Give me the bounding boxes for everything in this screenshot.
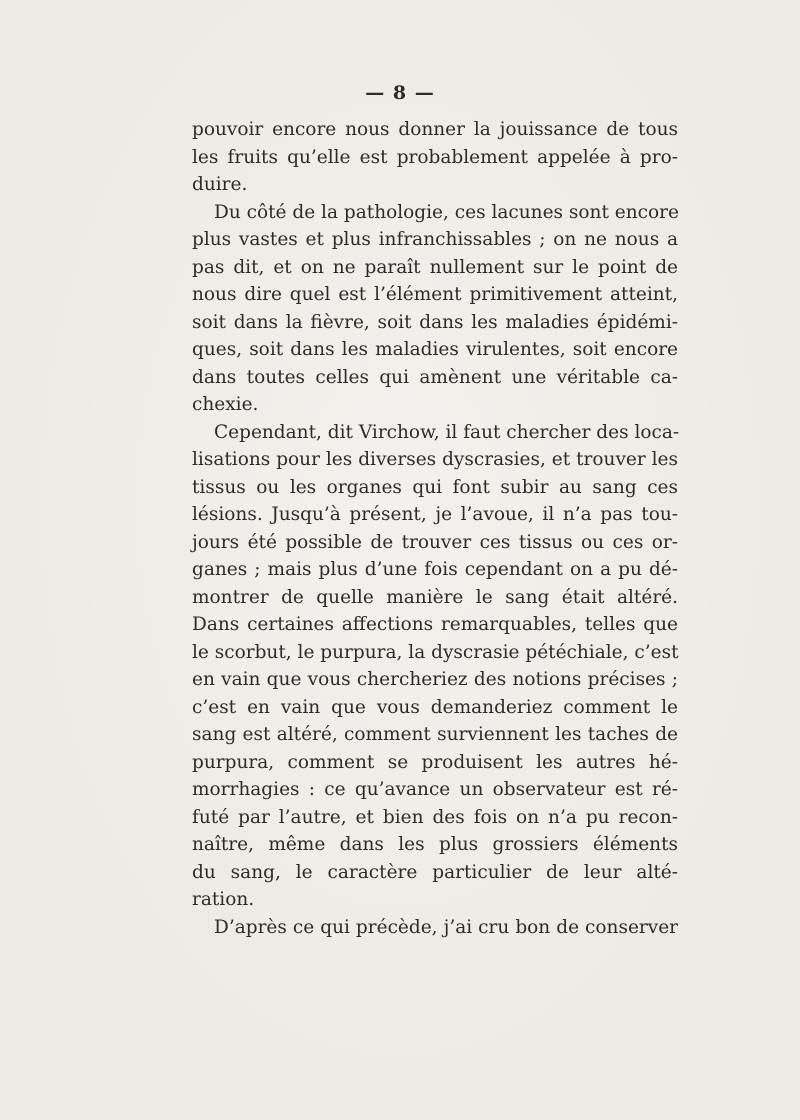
text-line: ques, soit dans les maladies virulentes, soit encore: [192, 339, 678, 360]
text-line: morrhagies : ce qu’avance un observateur est ré-: [192, 779, 678, 800]
text-line: lisations pour les diverses dyscrasies, et trouver les: [192, 449, 678, 470]
body-text: [192, 116, 678, 941]
text-line: nous dire quel est l’élément primitivement atteint,: [192, 284, 678, 305]
text-line: naître, même dans les plus grossiers éléments: [192, 834, 678, 855]
text-line: tissus ou les organes qui font subir au sang ces: [192, 476, 678, 498]
text-line: D’après ce qui précède, j’ai cru bon de conserver: [214, 916, 678, 938]
text-line: du sang, le caractère particulier de leur alté-: [192, 861, 678, 883]
text-line: futé par l’autre, et bien des fois on n’a pu recon-: [192, 806, 678, 828]
text-line: montrer de quelle manière le sang était altéré.: [192, 586, 678, 608]
text-line: Cependant, dit Virchow, il faut chercher des loca-: [214, 421, 680, 443]
page-number: — 8 —: [365, 82, 435, 104]
text-line: Du côté de la pathologie, ces lacunes sont encore: [214, 201, 679, 223]
text-line: sang est altéré, comment surviennent les taches de: [192, 724, 678, 745]
text-line: dans toutes celles qui amènent une véritable ca-: [192, 366, 678, 388]
text-line: pas dit, et on ne paraît nullement sur le point de: [192, 256, 678, 278]
text-line: soit dans la fièvre, soit dans les maladies épidémi-: [192, 311, 678, 333]
text-line: Dans certaines affections remarquables, telles que: [192, 614, 678, 635]
text-line: chexie.: [192, 394, 259, 415]
text-line: ganes ; mais plus d’une fois cependant on a pu dé-: [192, 559, 678, 580]
text-line: c’est en vain que vous demanderiez comment le: [192, 696, 678, 718]
text-line: les fruits qu’elle est probablement appelée à pro-: [192, 146, 678, 168]
text-line: pouvoir encore nous donner la jouissance de tous: [192, 119, 678, 140]
text-line: purpura, comment se produisent les autres hé-: [192, 751, 678, 773]
text-line: plus vastes et plus infranchissables ; on ne nous a: [192, 229, 678, 250]
text-line: en vain que vous chercheriez des notions précises ;: [192, 669, 678, 690]
text-line: jours été possible de trouver ces tissus ou ces or-: [192, 531, 678, 553]
text-line: ration.: [192, 889, 255, 910]
text-line: le scorbut, le purpura, la dyscrasie pétéchiale, c’est: [192, 641, 679, 663]
text-line: duire.: [192, 174, 248, 195]
text-line: lésions. Jusqu’à présent, je l’avoue, il n’a pas tou-: [192, 504, 678, 525]
